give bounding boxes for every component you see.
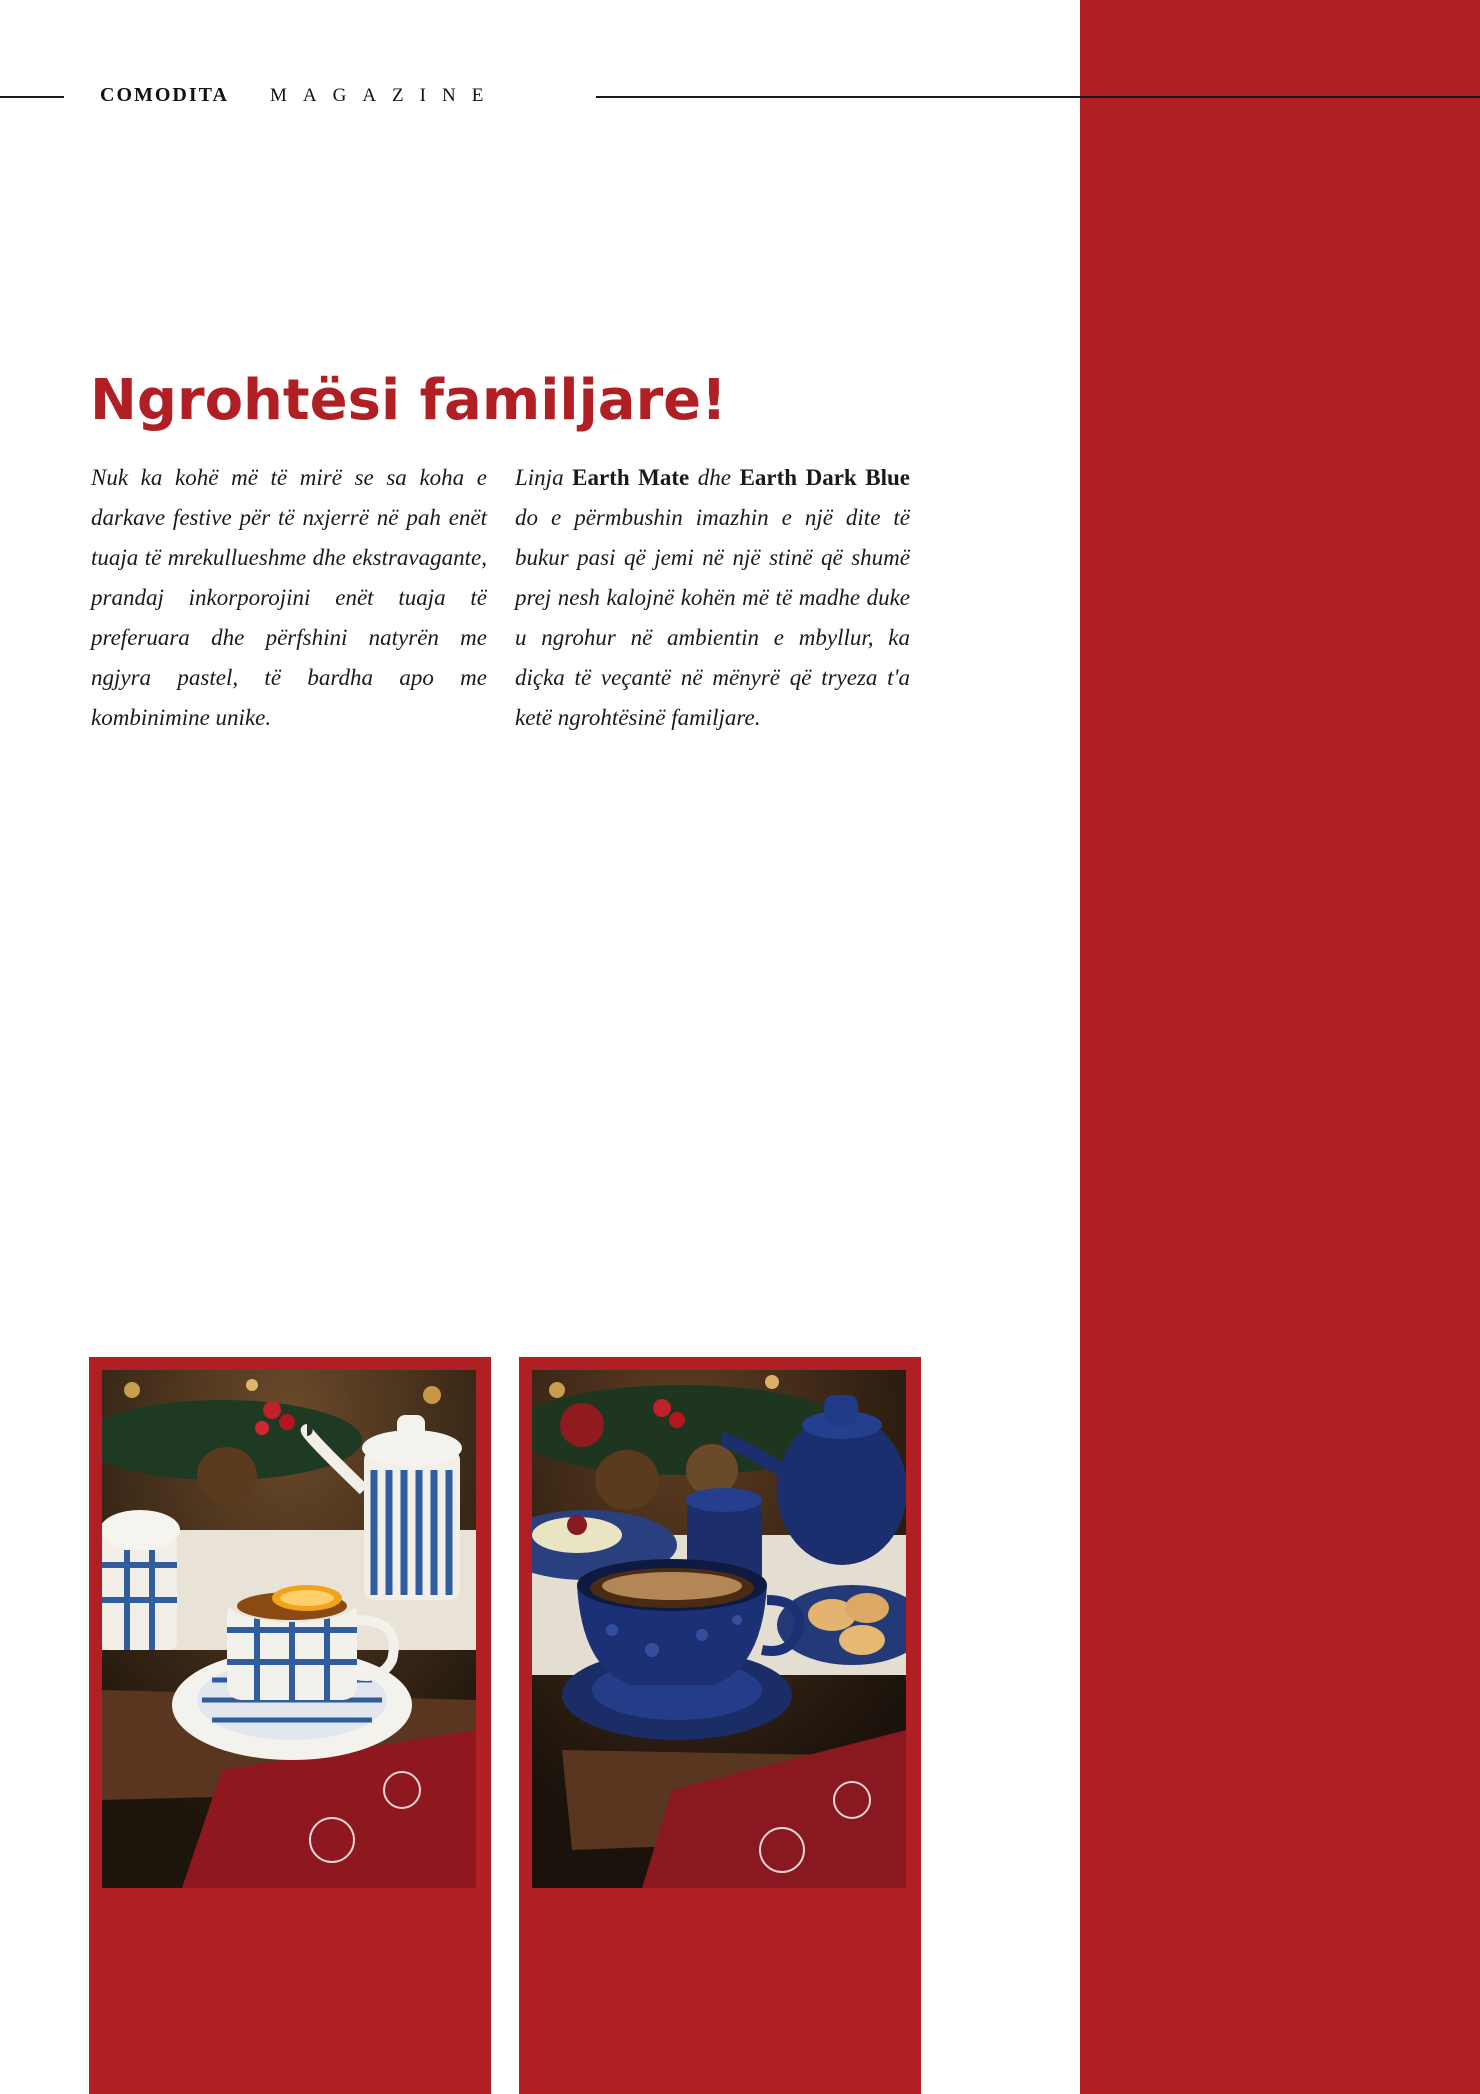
magazine-label: MAGAZINE	[270, 85, 500, 106]
column-2-text: dhe	[689, 465, 740, 490]
column-2-text: Linja	[515, 465, 573, 490]
article-column-1: Nuk ka kohë më të mirë se sa koha e darkave festive për të nxjerrë në pah enët tuaja të mrekullueshme dhe ekstravagante, prandaj inkorporojini enët tuaja të preferuara dhe përfshini natyrën me ngjyra pastel, të bardha apo me kombinimine unike.	[91, 465, 487, 730]
product-name-earth-mate: Earth Mate	[572, 465, 690, 490]
photo-frame-earth-dark-blue	[519, 1357, 921, 2094]
photo-frame-earth-mate	[89, 1357, 491, 2094]
teacup-photo-earth-mate	[102, 1370, 476, 1888]
header-rule-right	[596, 96, 1480, 98]
magazine-brand: COMODITA	[100, 84, 229, 106]
column-2-text: do e përmbushin imazhin e një dite të bukur pasi që jemi në një stinë që shumë prej nesh kalojnë kohën më të madhe duke u ngrohur në ambientin e mbyllur, ka diçka të veçantë në mënyrë që tryeza t'a ketë ngrohtësinë familjare.	[515, 505, 910, 730]
red-side-band	[1080, 0, 1480, 2094]
article-title: Ngrohtësi familjare!	[90, 368, 727, 433]
product-name-earth-dark-blue: Earth Dark Blue	[739, 465, 910, 490]
header-rule-left	[0, 96, 64, 98]
coffee-photo-earth-dark-blue	[532, 1370, 906, 1888]
article-column-2	[515, 458, 910, 738]
